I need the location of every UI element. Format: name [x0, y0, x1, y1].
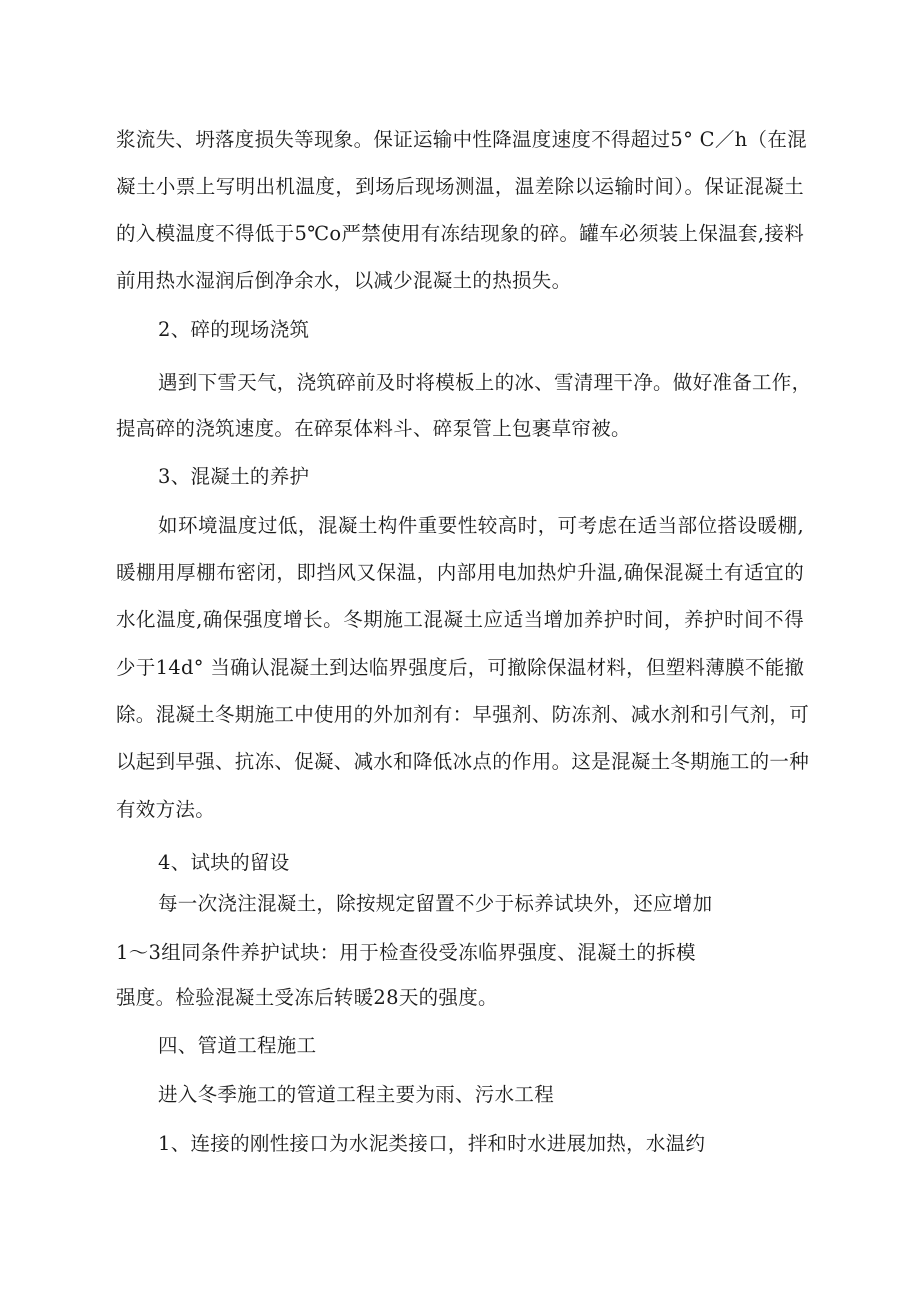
- paragraph-line: 的入模温度不得低于5℃o严禁使用有冻结现象的碎。罐车必须装上保温套,接料: [116, 222, 804, 245]
- section-heading: 3、混凝土的养护: [158, 465, 310, 488]
- section-heading: 四、管道工程施工: [158, 1034, 317, 1057]
- section-heading: 4、试块的留设: [158, 851, 290, 874]
- paragraph-line: 如环境温度过低，混凝土构件重要性较高时，可考虑在适当部位搭设暖棚,: [158, 514, 804, 537]
- paragraph-line: 1、连接的刚性接口为水泥类接口，拌和时水进展加热，水温约: [158, 1132, 706, 1155]
- paragraph-line: 遇到下雪天气，浇筑碎前及时将模板上的冰、雪清理干净。做好准备工作，: [158, 371, 812, 394]
- paragraph-line: 进入冬季施工的管道工程主要为雨、污水工程: [158, 1083, 555, 1106]
- paragraph-line: 除。混凝土冬期施工中使用的外加剂有：早强剂、防冻剂、减水剂和引气剂，可: [116, 703, 810, 726]
- paragraph-line: 以起到早强、抗冻、促凝、减水和降低冰点的作用。这是混凝土冬期施工的一种: [116, 750, 810, 773]
- section-heading: 2、碎的现场浇筑: [158, 318, 310, 341]
- paragraph-line: 1～3组同条件养护试块：用于检查役受冻临界强度、混凝土的拆模: [116, 941, 696, 964]
- paragraph-line: 暖棚用厚棚布密闭，即挡风又保温，内部用电加热炉升温,确保混凝土有适宜的: [116, 561, 804, 584]
- paragraph-line: 前用热水湿润后倒净余水，以减少混凝土的热损失。: [116, 269, 572, 292]
- paragraph-line: 浆流失、坍落度损失等现象。保证运输中性降温度速度不得超过5° C／h（在混: [116, 128, 807, 151]
- paragraph-line: 每一次浇注混凝土，除按规定留置不少于标养试块外，还应增加: [158, 892, 713, 915]
- paragraph-line: 水化温度,确保强度增长。冬期施工混凝土应适当增加养护时间，养护时间不得: [116, 608, 804, 631]
- paragraph-line: 提高碎的浇筑速度。在碎泵体料斗、碎泵管上包裹草帘被。: [116, 417, 631, 440]
- paragraph-line: 强度。检验混凝土受冻后转暖28天的强度。: [116, 986, 498, 1009]
- paragraph-line: 凝土小票上写明出机温度，到场后现场测温，温差除以运输时间）。保证混凝土: [116, 175, 804, 198]
- paragraph-line: 有效方法。: [116, 798, 216, 821]
- paragraph-line: 少于14d° 当确认混凝土到达临界强度后，可撤除保温材料，但塑料薄膜不能撤: [116, 656, 805, 679]
